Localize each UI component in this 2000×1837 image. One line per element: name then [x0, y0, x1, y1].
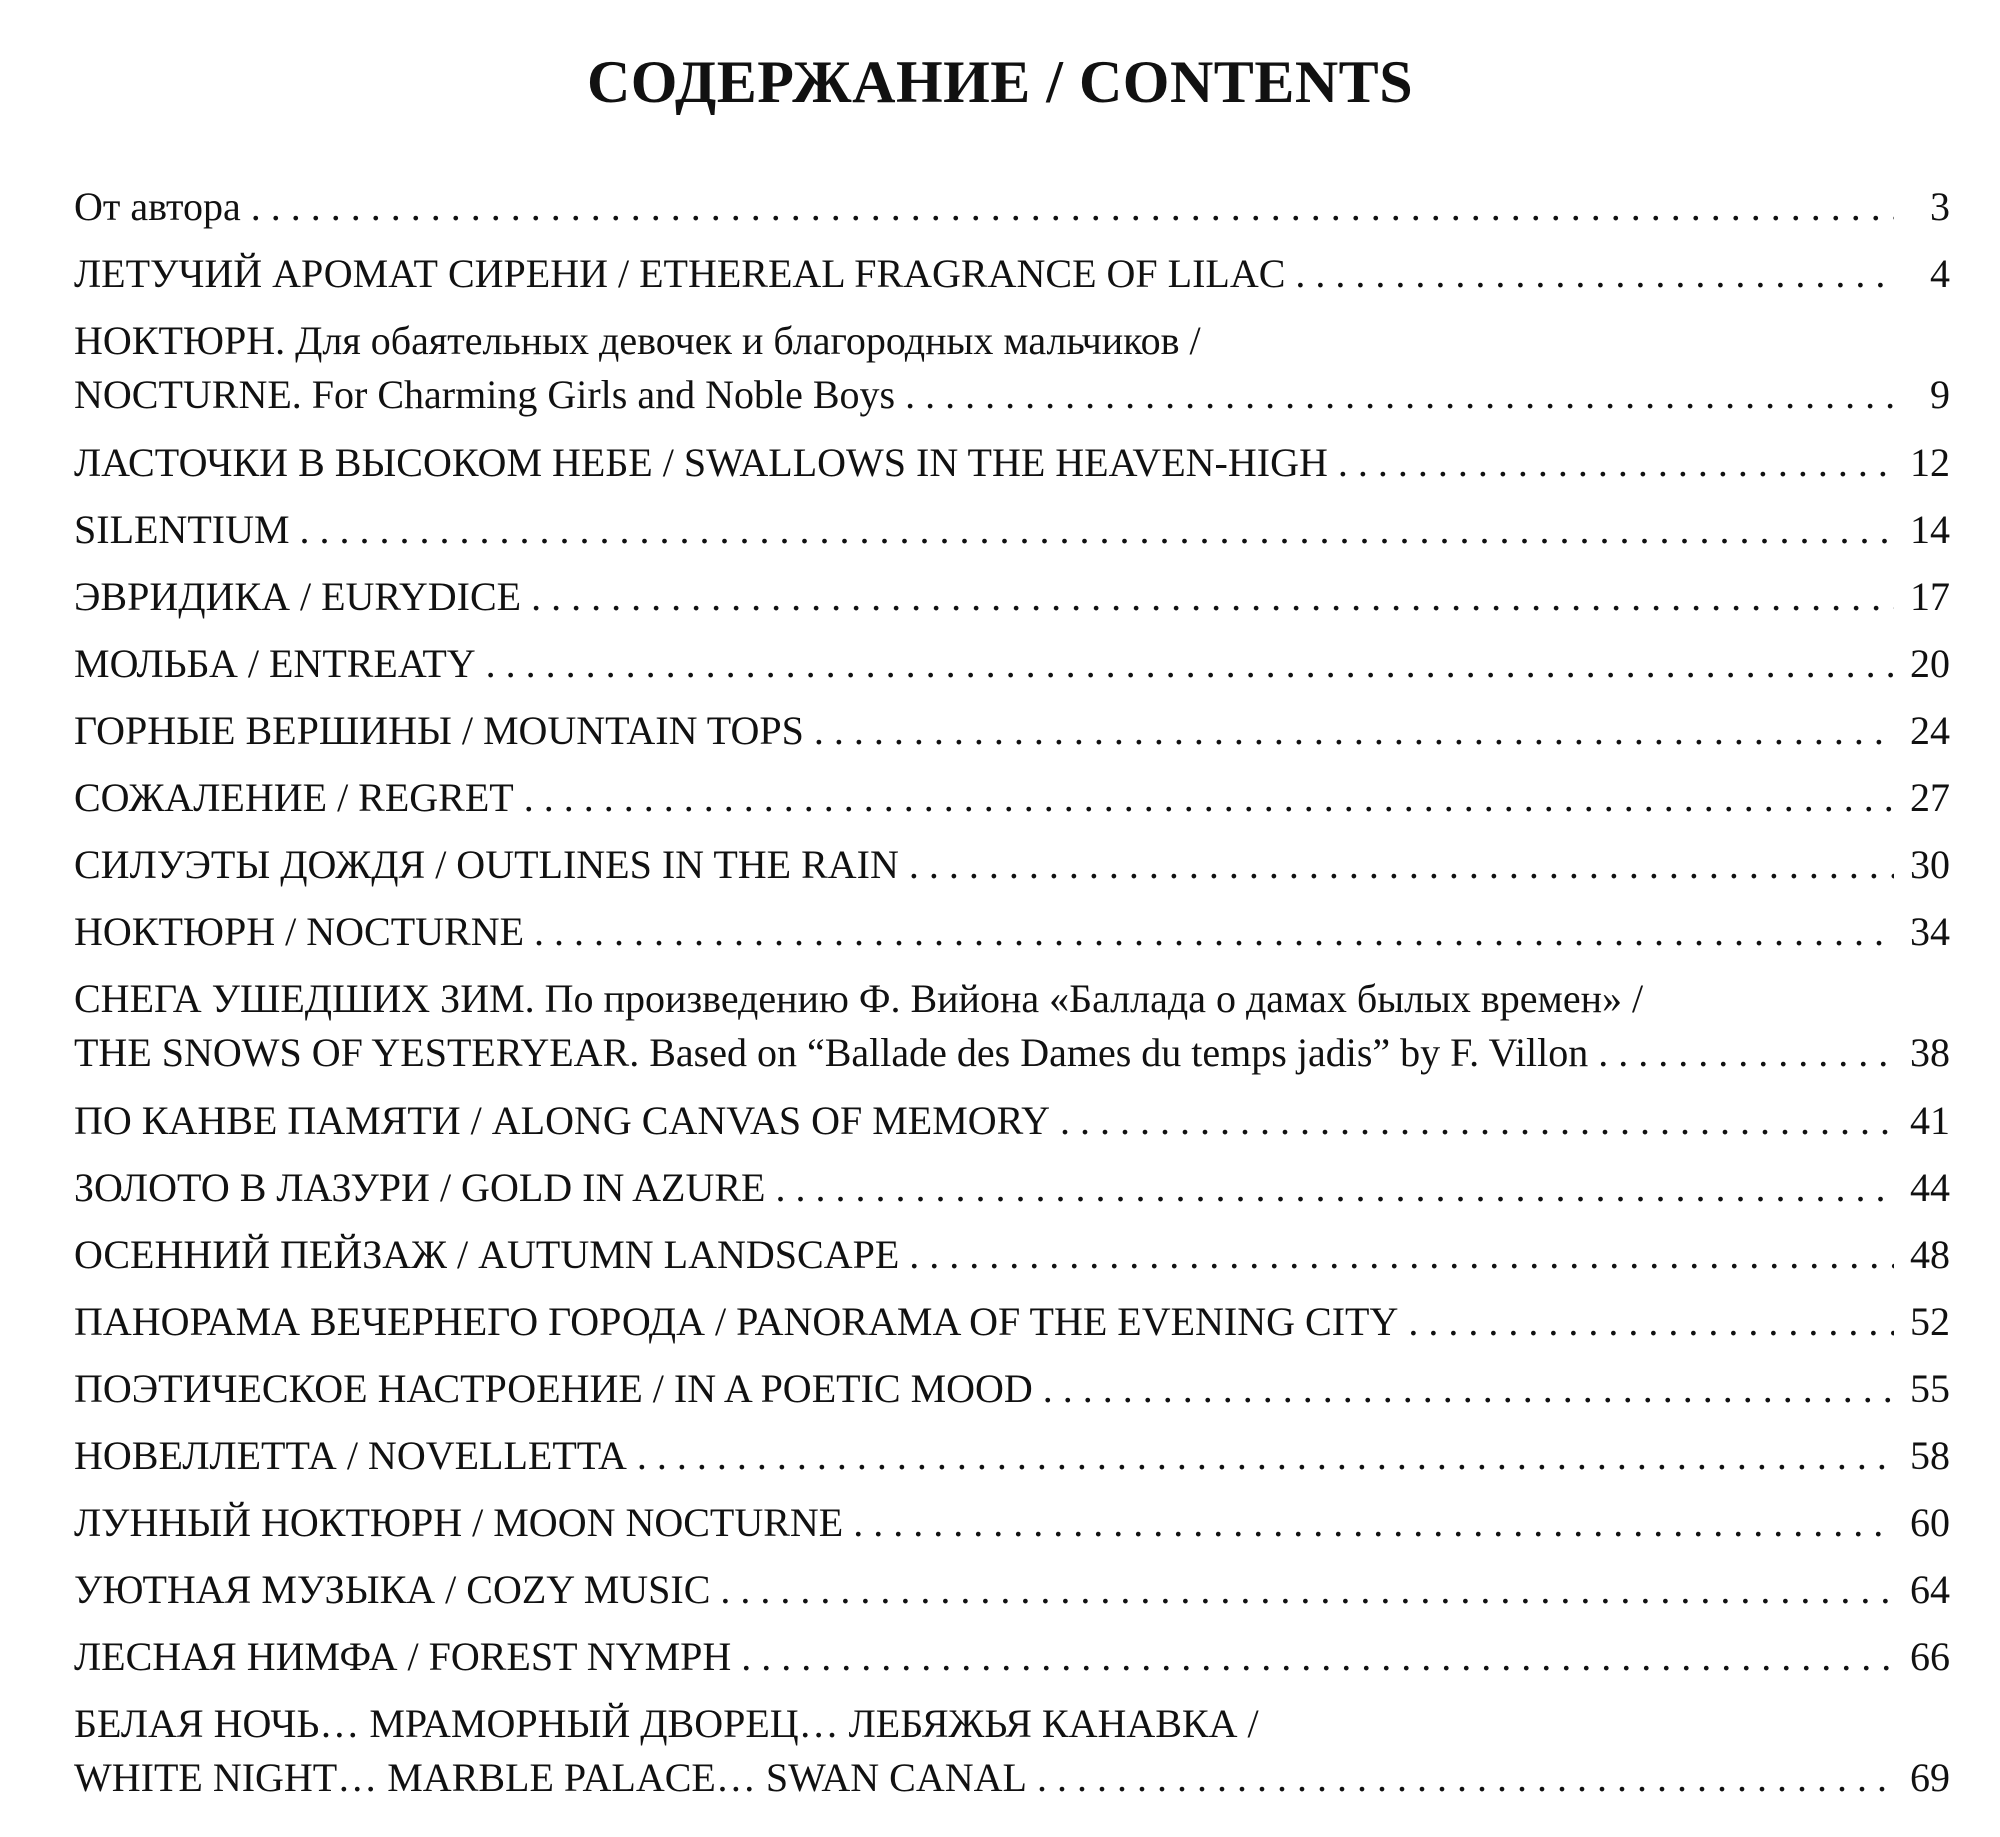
toc-entry-title: ЭВРИДИКА / EURYDICE — [74, 574, 522, 619]
toc-entry-page: 9 — [1930, 372, 1950, 417]
dot-leader — [814, 704, 1894, 758]
dot-leader — [1338, 436, 1894, 490]
table-of-contents — [74, 180, 1950, 1819]
toc-entry-title: СИЛУЭТЫ ДОЖДЯ / OUTLINES IN THE RAIN — [74, 842, 899, 887]
toc-entry[interactable] — [74, 972, 1950, 1094]
toc-entry[interactable] — [74, 503, 1950, 570]
toc-entry-title: ПО КАНВЕ ПАМЯТИ / ALONG CANVAS OF MEMORY — [74, 1098, 1051, 1143]
toc-entry-page: 41 — [1910, 1098, 1950, 1143]
toc-entry-title: ПАНОРАМА ВЕЧЕРНЕГО ГОРОДА / PANORAMA OF THE EVENING CITY — [74, 1299, 1399, 1344]
toc-entry-page: 48 — [1910, 1232, 1950, 1277]
toc-entry-page: 64 — [1910, 1567, 1950, 1612]
toc-entry-page: 20 — [1910, 641, 1950, 686]
toc-entry[interactable] — [74, 1295, 1950, 1362]
toc-entry-title: SILENTIUM — [74, 507, 290, 552]
toc-entry-page: 58 — [1910, 1433, 1950, 1478]
toc-entry-page: 34 — [1910, 909, 1950, 954]
toc-entry-page: 27 — [1910, 775, 1950, 820]
toc-entry-page: 3 — [1930, 184, 1950, 229]
dot-leader — [300, 503, 1894, 557]
dot-leader — [1037, 1751, 1894, 1805]
toc-entry-page: 60 — [1910, 1500, 1950, 1545]
dot-leader — [741, 1630, 1894, 1684]
toc-entry-page: 14 — [1910, 507, 1950, 552]
toc-entry[interactable] — [74, 838, 1950, 905]
dot-leader — [1043, 1362, 1894, 1416]
toc-entry-title: УЮТНАЯ МУЗЫКА / COZY MUSIC — [74, 1567, 711, 1612]
toc-entry[interactable] — [74, 570, 1950, 637]
toc-entry-title: THE SNOWS OF YESTERYEAR. Based on “Ballade des Dames du temps jadis” by F. Villon — [74, 1030, 1589, 1075]
dot-leader — [524, 771, 1894, 825]
toc-entry-title: НОВЕЛЛЕТТА / NOVELLETTA — [74, 1433, 627, 1478]
toc-entry-page: 38 — [1910, 1030, 1950, 1075]
dot-leader — [637, 1429, 1894, 1483]
toc-entry-title: СОЖАЛЕНИЕ / REGRET — [74, 775, 514, 820]
toc-entry-title-line1: НОКТЮРН. Для обаятельных девочек и благородных мальчиков / — [74, 318, 1201, 363]
toc-entry[interactable] — [74, 1563, 1950, 1630]
toc-entry-title: От автора — [74, 184, 241, 229]
toc-entry-title: ЛАСТОЧКИ В ВЫСОКОМ НЕБЕ / SWALLOWS IN THE HEAVEN-HIGH — [74, 440, 1328, 485]
toc-entry[interactable] — [74, 247, 1950, 314]
toc-entry-title: ГОРНЫЕ ВЕРШИНЫ / MOUNTAIN TOPS — [74, 708, 804, 753]
toc-entry-title: ПОЭТИЧЕСКОЕ НАСТРОЕНИЕ / IN A POETIC MOOD — [74, 1366, 1033, 1411]
dot-leader — [1295, 247, 1894, 301]
toc-entry[interactable] — [74, 1496, 1950, 1563]
toc-entry-page: 69 — [1910, 1755, 1950, 1800]
dot-leader — [909, 838, 1894, 892]
toc-entry[interactable] — [74, 180, 1950, 247]
toc-entry-title: МОЛЬБА / ENTREATY — [74, 641, 476, 686]
toc-entry-page: 55 — [1910, 1366, 1950, 1411]
toc-entry-page: 30 — [1910, 842, 1950, 887]
toc-entry[interactable] — [74, 905, 1950, 972]
toc-entry-page: 52 — [1910, 1299, 1950, 1344]
toc-entry-title: ЛЕСНАЯ НИМФА / FOREST NYMPH — [74, 1634, 732, 1679]
dot-leader — [486, 637, 1894, 691]
toc-entry[interactable] — [74, 1630, 1950, 1697]
toc-entry-title: WHITE NIGHT… MARBLE PALACE… SWAN CANAL — [74, 1755, 1027, 1800]
dot-leader — [1408, 1295, 1894, 1349]
toc-entry[interactable] — [74, 1094, 1950, 1161]
dot-leader — [1598, 1026, 1894, 1080]
toc-entry-page: 44 — [1910, 1165, 1950, 1210]
toc-entry-page: 12 — [1910, 440, 1950, 485]
toc-entry[interactable] — [74, 1161, 1950, 1228]
toc-entry-title: ОСЕННИЙ ПЕЙЗАЖ / AUTUMN LANDSCAPE — [74, 1232, 900, 1277]
toc-entry[interactable] — [74, 1697, 1950, 1819]
toc-entry[interactable] — [74, 436, 1950, 503]
toc-entry-title: ЛЕТУЧИЙ АРОМАТ СИРЕНИ / ETHEREAL FRAGRANCE OF LILAC — [74, 251, 1286, 296]
toc-entry-page: 66 — [1910, 1634, 1950, 1679]
toc-entry[interactable] — [74, 314, 1950, 436]
toc-entry-title: NOCTURNE. For Charming Girls and Noble Boys — [74, 372, 896, 417]
toc-entry-title: ЛУННЫЙ НОКТЮРН / MOON NOCTURNE — [74, 1500, 844, 1545]
toc-entry[interactable] — [74, 704, 1950, 771]
toc-entry-title-line1: БЕЛАЯ НОЧЬ… МРАМОРНЫЙ ДВОРЕЦ… ЛЕБЯЖЬЯ КАНАВКА / — [74, 1701, 1259, 1746]
dot-leader — [1060, 1094, 1894, 1148]
toc-entry[interactable] — [74, 1362, 1950, 1429]
toc-entry-page: 17 — [1910, 574, 1950, 619]
toc-entry[interactable] — [74, 637, 1950, 704]
page-title: СОДЕРЖАНИЕ / CONTENTS — [586, 49, 1414, 115]
toc-entry-page: 24 — [1910, 708, 1950, 753]
toc-entry[interactable] — [74, 1228, 1950, 1295]
dot-leader — [775, 1161, 1894, 1215]
toc-entry-title: НОКТЮРН / NOCTURNE — [74, 909, 525, 954]
toc-entry-title: ЗОЛОТО В ЛАЗУРИ / GOLD IN AZURE — [74, 1165, 766, 1210]
dot-leader — [905, 368, 1894, 422]
dot-leader — [909, 1228, 1894, 1282]
dot-leader — [531, 570, 1894, 624]
toc-entry-page: 4 — [1930, 251, 1950, 296]
toc-entry[interactable] — [74, 771, 1950, 838]
toc-entry[interactable] — [74, 1429, 1950, 1496]
dot-leader — [720, 1563, 1894, 1617]
toc-entry-title-line1: СНЕГА УШЕДШИХ ЗИМ. По произведению Ф. Вийона «Баллада о дамах былых времен» / — [74, 976, 1644, 1021]
dot-leader — [534, 905, 1894, 959]
dot-leader — [853, 1496, 1894, 1550]
dot-leader — [251, 180, 1894, 234]
